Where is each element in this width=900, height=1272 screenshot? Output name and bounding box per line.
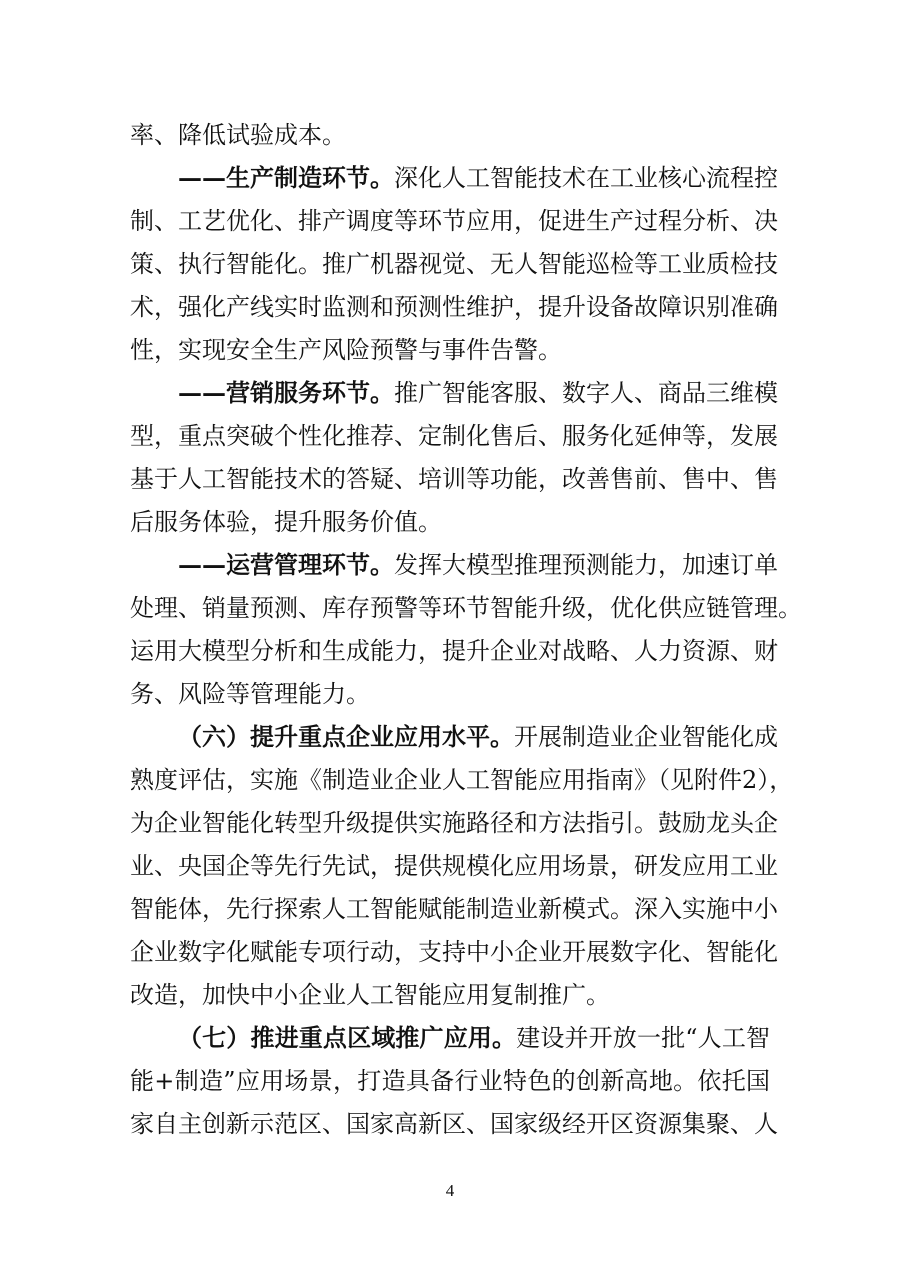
text-line xyxy=(130,464,778,494)
line-text: 熟度评估，实施《制造业企业人工智能应用指南》（见附件2）， xyxy=(130,766,794,794)
line-text: 能+制造”应用场景，打造具备行业特色的创新高地。依托国 xyxy=(130,1067,770,1095)
text-line xyxy=(130,593,802,623)
line-text: 术，强化产线实时监测和预测性维护，提升设备故障识别准确 xyxy=(130,293,778,321)
line-text: 家自主创新示范区、国家高新区、国家级经开区资源集聚、人 xyxy=(130,1110,778,1138)
line-text: 业、央国企等先行先试，提供规模化应用场景，研发应用工业 xyxy=(130,852,778,880)
text-line xyxy=(130,292,778,322)
section-heading: ——营销服务环节。 xyxy=(178,378,394,407)
text-line xyxy=(178,722,778,752)
text-line xyxy=(130,937,778,967)
text-line xyxy=(130,980,770,1010)
text-line xyxy=(178,163,778,193)
line-text: 企业数字化赋能专项行动，支持中小企业开展数字化、智能化 xyxy=(130,938,778,966)
text-line xyxy=(130,507,770,537)
line-text: 深化人工智能技术在工业核心流程控 xyxy=(394,164,778,192)
text-line xyxy=(178,550,778,580)
section-heading: ——生产制造环节。 xyxy=(178,163,394,192)
text-line xyxy=(130,851,778,881)
text-line xyxy=(130,636,778,666)
text-line xyxy=(130,1109,778,1139)
text-line xyxy=(130,249,778,279)
line-text: 运用大模型分析和生成能力，提升企业对战略、人力资源、财 xyxy=(130,637,778,665)
text-line xyxy=(130,206,778,236)
text-line xyxy=(130,120,770,150)
text-line xyxy=(130,421,778,451)
line-text: 务、风险等管理能力。 xyxy=(130,680,370,708)
text-line xyxy=(130,679,770,709)
line-text: 基于人工智能技术的答疑、培训等功能，改善售前、售中、售 xyxy=(130,465,778,493)
line-text: 型，重点突破个性化推荐、定制化售后、服务化延伸等，发展 xyxy=(130,422,778,450)
line-text: 开展制造业企业智能化成 xyxy=(514,723,778,751)
text-line xyxy=(130,765,794,795)
text-line xyxy=(130,894,778,924)
line-text: 推广智能客服、数字人、商品三维模 xyxy=(394,379,778,407)
line-text: 后服务体验，提升服务价值。 xyxy=(130,508,442,536)
text-line xyxy=(178,1023,770,1053)
line-text: 发挥大模型推理预测能力，加速订单 xyxy=(394,551,778,579)
text-line xyxy=(178,378,778,408)
section-heading: ——运营管理环节。 xyxy=(178,550,394,579)
line-text: 建设并开放一批“人工智 xyxy=(516,1024,770,1052)
text-line xyxy=(130,1066,770,1096)
line-text: 智能体，先行探索人工智能赋能制造业新模式。深入实施中小 xyxy=(130,895,778,923)
line-text: 改造，加快中小企业人工智能应用复制推广。 xyxy=(130,981,610,1009)
text-line xyxy=(130,335,770,365)
section-heading: （七）推进重点区域推广应用。 xyxy=(178,1023,517,1052)
line-text: 处理、销量预测、库存预警等环节智能升级，优化供应链管理。 xyxy=(130,594,802,622)
page-number: 4 xyxy=(445,1181,455,1200)
line-text: 制、工艺优化、排产调度等环节应用，促进生产过程分析、决 xyxy=(130,207,778,235)
line-text: 策、执行智能化。推广机器视觉、无人智能巡检等工业质检技 xyxy=(130,250,778,278)
text-line xyxy=(130,808,778,838)
section-heading: （六）提升重点企业应用水平。 xyxy=(178,722,514,751)
line-text: 为企业智能化转型升级提供实施路径和方法指引。鼓励龙头企 xyxy=(130,809,778,837)
line-text: 性，实现安全生产风险预警与事件告警。 xyxy=(130,336,562,364)
line-text: 率、降低试验成本。 xyxy=(130,121,346,149)
